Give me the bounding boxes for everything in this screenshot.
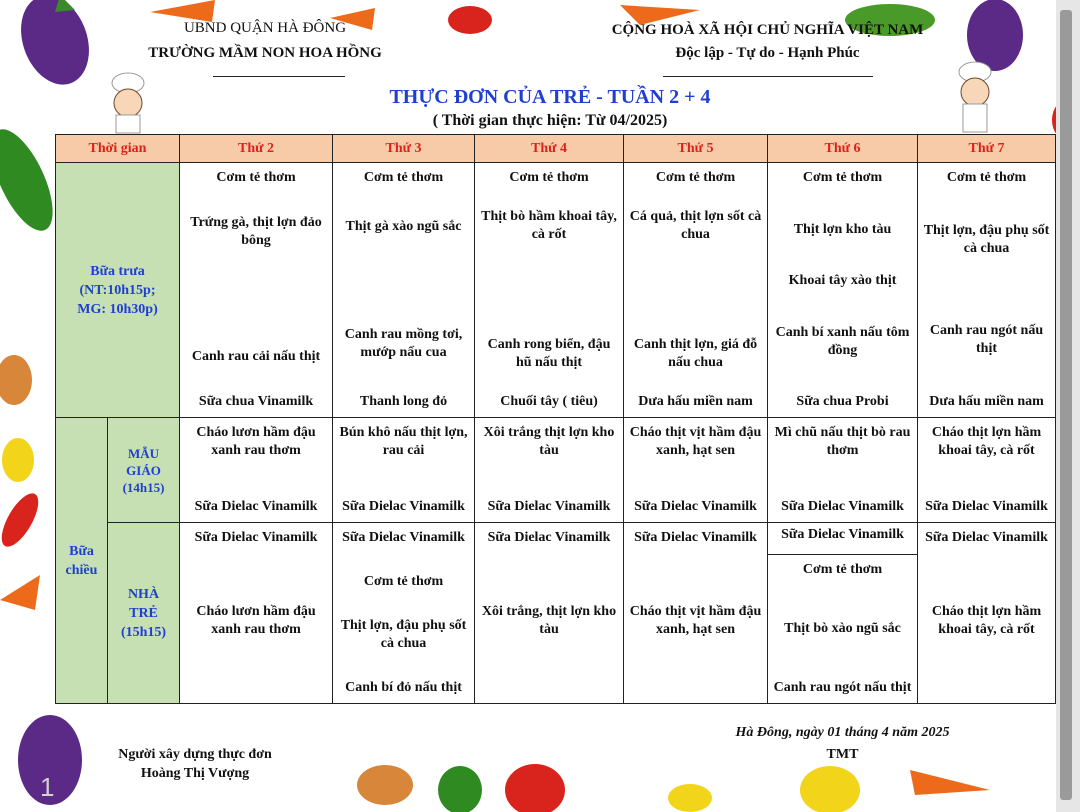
column-header: Thứ 6 bbox=[768, 135, 918, 163]
column-header: Thứ 4 bbox=[475, 135, 624, 163]
kindergarten-label: MẪU GIÁO (14h15) bbox=[108, 418, 180, 523]
lunch-cell bbox=[624, 163, 768, 418]
divider bbox=[213, 76, 345, 77]
afternoon-label: Bữa chiều bbox=[56, 418, 108, 704]
lunch-label: Bữa trưa (NT:10h15p; MG: 10h30p) bbox=[56, 163, 180, 418]
dish: Cháo thịt lợn hầm khoai tây, cà rốt bbox=[931, 425, 1042, 458]
afternoon-cell bbox=[333, 418, 475, 523]
dish: Thịt lợn kho tàu bbox=[793, 221, 892, 237]
dish: Cơm tẻ thơm bbox=[363, 574, 444, 589]
dish: Xôi trắng, thịt lợn kho tàu bbox=[481, 604, 617, 637]
page-title: THỰC ĐƠN CỦA TRẺ - TUẦN 2 + 4 bbox=[389, 86, 711, 108]
dish: Sữa Dielac Vinamilk bbox=[781, 499, 904, 514]
dish: Thanh long đỏ bbox=[359, 393, 448, 409]
dish: Canh bí đỏ nấu thịt bbox=[345, 680, 462, 695]
tomato-icon bbox=[505, 764, 565, 812]
column-header: Thứ 7 bbox=[918, 135, 1056, 163]
dish: Dưa hấu miền nam bbox=[638, 393, 753, 409]
eggplant-icon bbox=[967, 0, 1023, 71]
nursery-row bbox=[56, 523, 1056, 704]
pepper-icon bbox=[0, 488, 45, 552]
dish: Mì chũ nấu thịt bò rau thơm bbox=[774, 425, 911, 458]
chef-boy-icon bbox=[112, 73, 144, 133]
lemon-icon bbox=[2, 438, 34, 482]
dish: Sữa Dielac Vinamilk bbox=[925, 499, 1048, 514]
carrot-icon bbox=[910, 770, 990, 795]
country-name: CỘNG HOÀ XÃ HỘI CHỦ NGHĨA VIỆT NAM bbox=[611, 22, 924, 38]
school-name: TRƯỜNG MẦM NON HOA HỒNG bbox=[148, 45, 382, 61]
lunch-cell bbox=[180, 163, 333, 418]
afternoon-cell bbox=[768, 418, 918, 523]
afternoon-cell bbox=[624, 523, 768, 704]
dish: Sữa chua Probi bbox=[796, 394, 889, 409]
green-pepper-icon bbox=[438, 766, 482, 812]
dish: Canh bí xanh nấu tôm đồng bbox=[775, 324, 910, 358]
dish: Cháo lươn hầm đậu xanh rau thơm bbox=[196, 425, 316, 458]
afternoon-cell bbox=[180, 418, 333, 523]
scrollbar-thumb[interactable] bbox=[1060, 10, 1072, 800]
dish: Sữa Dielac Vinamilk bbox=[634, 499, 757, 514]
nursery-label: NHÀ TRẺ (15h15) bbox=[108, 523, 180, 704]
column-header: Thứ 5 bbox=[624, 135, 768, 163]
table-header-row bbox=[56, 135, 1056, 163]
carrot-icon bbox=[0, 575, 40, 610]
lemon-icon bbox=[668, 784, 712, 812]
dish: Sữa Dielac Vinamilk bbox=[634, 530, 757, 545]
dish: Cơm tẻ thơm bbox=[655, 170, 736, 185]
vertical-scrollbar[interactable] bbox=[1056, 0, 1080, 812]
dish: Chuối tây ( tiêu) bbox=[500, 393, 598, 409]
afternoon-cell bbox=[180, 523, 333, 704]
dish: Thịt gà xào ngũ sắc bbox=[345, 218, 462, 234]
dish: Cháo thịt vịt hầm đậu xanh, hạt sen bbox=[629, 604, 762, 637]
dish: Sữa chua Vinamilk bbox=[198, 393, 314, 409]
signer-name: TMT bbox=[826, 747, 859, 762]
kindergarten-row bbox=[56, 418, 1056, 523]
page-subtitle: ( Thời gian thực hiện: Từ 04/2025) bbox=[432, 112, 668, 129]
potato-icon bbox=[0, 355, 32, 405]
page-number: 1 bbox=[40, 772, 55, 802]
lunch-row bbox=[56, 163, 1056, 418]
dish: Canh rau cải nấu thịt bbox=[191, 348, 321, 364]
afternoon-cell bbox=[475, 523, 624, 704]
dish: Cơm tẻ thơm bbox=[802, 170, 883, 185]
lunch-cell bbox=[768, 163, 918, 418]
dish: Cơm tẻ thơm bbox=[216, 170, 296, 185]
dish: Sữa Dielac Vinamilk bbox=[487, 530, 611, 545]
dish: Xôi trắng thịt lợn kho tàu bbox=[483, 425, 615, 458]
district-name: UBND QUẬN HÀ ĐÔNG bbox=[183, 20, 347, 36]
dish: Sữa Dielac Vinamilk bbox=[194, 530, 318, 545]
lunch-cell bbox=[475, 163, 624, 418]
dish: Canh thịt lợn, giá đỗ nấu chua bbox=[633, 336, 758, 370]
author-name: Hoàng Thị Vượng bbox=[140, 766, 250, 781]
afternoon-cell bbox=[475, 418, 624, 523]
dish: Canh rau ngót nấu thịt bbox=[929, 323, 1044, 357]
dish: Canh rau mồng tơi, mướp nấu cua bbox=[344, 327, 463, 361]
lunch-cell bbox=[918, 163, 1056, 418]
motto: Độc lập - Tự do - Hạnh Phúc bbox=[675, 45, 860, 61]
author-title: Người xây dựng thực đơn bbox=[118, 747, 272, 762]
divider bbox=[663, 76, 873, 77]
pepper-icon bbox=[448, 6, 492, 34]
lunch-cell bbox=[333, 163, 475, 418]
afternoon-cell bbox=[768, 523, 918, 704]
dish: Khoai tây xào thịt bbox=[788, 273, 897, 288]
dish: Canh rau ngót nấu thịt bbox=[773, 680, 912, 695]
dish: Cơm tẻ thơm bbox=[802, 562, 883, 577]
dish: Thịt lợn, đậu phụ sốt cà chua bbox=[340, 618, 467, 651]
dish: Sữa Dielac Vinamilk bbox=[342, 530, 465, 545]
dish: Dưa hấu miền nam bbox=[929, 393, 1044, 409]
chef-girl-icon bbox=[959, 62, 991, 132]
dish: Trứng gà, thịt lợn đảo bông bbox=[190, 215, 322, 249]
dish: Thịt bò hầm khoai tây, cà rốt bbox=[481, 209, 617, 243]
dish: Thịt lợn, đậu phụ sốt cà chua bbox=[923, 222, 1050, 256]
dish: Canh rong biển, đậu hũ nấu thịt bbox=[487, 336, 611, 370]
dish: Cháo thịt lợn hầm khoai tây, cà rốt bbox=[931, 604, 1042, 637]
dish: Sữa Dielac Vinamilk bbox=[194, 499, 318, 514]
menu-table bbox=[55, 134, 1056, 704]
dish: Sữa Dielac Vinamilk bbox=[342, 499, 465, 514]
dish: Sữa Dielac Vinamilk bbox=[487, 499, 611, 514]
dish: Thịt bò xào ngũ sắc bbox=[784, 621, 901, 636]
dish: Cháo lươn hầm đậu xanh rau thơm bbox=[196, 604, 316, 637]
afternoon-cell bbox=[333, 523, 475, 704]
afternoon-cell bbox=[624, 418, 768, 523]
eggplant-icon bbox=[9, 0, 101, 94]
potato-icon bbox=[357, 765, 413, 805]
column-header: Thứ 3 bbox=[333, 135, 475, 163]
afternoon-cell bbox=[918, 418, 1056, 523]
dish: Cá quả, thịt lợn sốt cà chua bbox=[629, 209, 762, 243]
dish: Sữa Dielac Vinamilk bbox=[925, 530, 1048, 545]
dish: Bún khô nấu thịt lợn, rau cải bbox=[339, 425, 468, 458]
dish: Sữa Dielac Vinamilk bbox=[768, 523, 917, 555]
dish: Cơm tẻ thơm bbox=[946, 170, 1027, 185]
signing-date: Hà Đông, ngày 01 tháng 4 năm 2025 bbox=[735, 725, 950, 740]
afternoon-cell bbox=[918, 523, 1056, 704]
lemon-icon bbox=[800, 766, 860, 812]
dish: Cơm tẻ thơm bbox=[509, 170, 589, 185]
column-header: Thời gian bbox=[56, 135, 180, 163]
column-header: Thứ 2 bbox=[180, 135, 333, 163]
dish: Cháo thịt vịt hầm đậu xanh, hạt sen bbox=[629, 425, 762, 458]
dish: Cơm tẻ thơm bbox=[363, 170, 444, 185]
